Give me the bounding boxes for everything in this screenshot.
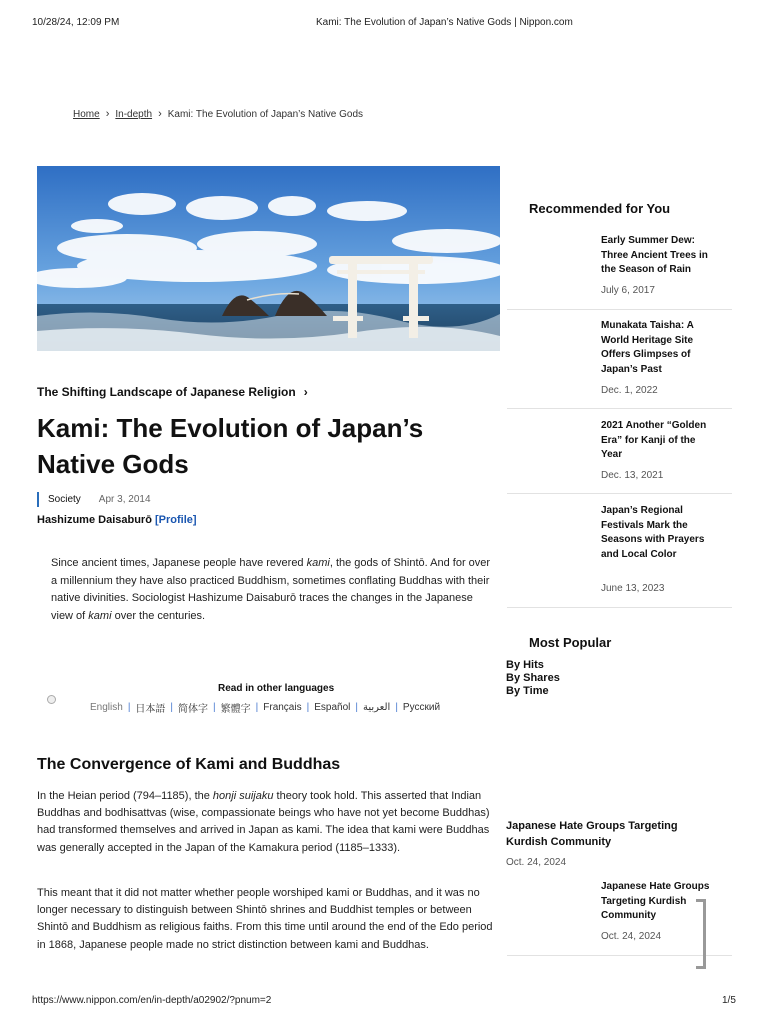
recommended-item[interactable] [507, 226, 732, 310]
article-meta [37, 492, 151, 507]
scroll-handle[interactable] [696, 899, 706, 969]
popular-tabs [506, 659, 560, 698]
category-link[interactable]: Society [48, 494, 81, 505]
series-title: The Shifting Landscape of Japanese Religion [37, 385, 296, 399]
recommended-item-date: Dec. 1, 2022 [601, 385, 658, 396]
languages-title: Read in other languages [218, 683, 335, 694]
recommended-item-title[interactable]: Munakata Taisha: A World Heritage Site Offers Glimpses of Japan’s Past [601, 320, 694, 376]
body-paragraph-2: This meant that it did not matter whether people worshiped kami or Buddhas, and it was no longer necessary to distinguish between Shintō shrines and Buddhist temples or between Shintō and Buddhism as religious faiths. From this time until around the end of the Edo period in 1868, Japanese people made no strict distinction between kami and Buddhas. [37, 887, 493, 951]
popular-lead-title[interactable]: Japanese Hate Groups Targeting Kurdish Community [506, 820, 678, 848]
profile-link[interactable]: [Profile] [154, 514, 197, 526]
lang-japanese[interactable]: 日本語 [135, 704, 166, 715]
recommended-item-title[interactable]: Early Summer Dew: Three Ancient Trees in the Season of Rain [601, 235, 708, 276]
breadcrumb-home[interactable]: Home [73, 108, 100, 120]
article-title: Kami: The Evolution of Japan’s Native Gods [37, 413, 424, 479]
print-page-number: 1/5 [722, 995, 736, 1006]
series-link[interactable] [37, 385, 308, 399]
print-page-title: Kami: The Evolution of Japan’s Native Gods | Nippon.com [316, 17, 573, 28]
print-url: https://www.nippon.com/en/in-depth/a02902/?pnum=2 [32, 995, 272, 1006]
lang-spanish[interactable]: Español [314, 702, 351, 713]
tab-by-hits[interactable]: By Hits [506, 659, 544, 671]
recommended-item-date: June 13, 2023 [601, 583, 665, 594]
most-popular-title: Most Popular [529, 635, 612, 650]
recommended-item-date: July 6, 2017 [601, 285, 655, 296]
article-lead: Since ancient times, Japanese people have revered kami, the gods of Shintō. And for over a millennium they have also practiced Buddhism, sometimes conflating Buddhas with their native divinities. Sociologist Hashizume Daisaburō traces the changes in the Japanese view of kami over the centuries. [51, 557, 491, 622]
hero-image [37, 166, 500, 351]
recommended-item-title[interactable]: Japan’s Regional Festivals Mark the Seasons with Prayers and Local Color [601, 505, 705, 561]
lang-french[interactable]: Français [263, 702, 302, 713]
publish-date: Apr 3, 2014 [98, 494, 151, 505]
recommended-item[interactable] [507, 409, 732, 494]
language-toggle[interactable] [47, 695, 56, 704]
lang-arabic[interactable]: العربية [362, 702, 391, 713]
tab-by-time[interactable]: By Time [506, 685, 549, 697]
popular-lead-date: Oct. 24, 2024 [506, 857, 567, 868]
recommended-title: Recommended for You [529, 201, 671, 216]
chevron-right-icon: › [158, 108, 162, 120]
chevron-right-icon: › [105, 108, 110, 120]
tab-by-shares[interactable]: By Shares [506, 672, 560, 684]
lang-russian[interactable]: Русский [402, 702, 441, 713]
section-heading: The Convergence of Kami and Buddhas [37, 756, 341, 773]
recommended-item[interactable] [507, 494, 732, 608]
breadcrumb-in-depth[interactable]: In-depth [115, 108, 153, 120]
body-paragraph-1: In the Heian period (794–1185), the honji suijaku theory took hold. This asserted that Indian Buddhas and bodhisattvas (wise, compassionate beings who have not yet become Buddhas) had transformed themselves and arrived in Japan as kami. The idea that kami were Buddhas was generally accepted in the Japan of the Kamakura period (1185–1333). [37, 790, 490, 854]
popular-item-title[interactable]: Japanese Hate Groups Targeting Kurdish Community [601, 881, 710, 921]
lang-english[interactable]: English [90, 702, 123, 713]
recommended-item-title[interactable]: 2021 Another “Golden Era” for Kanji of the Year [601, 420, 707, 461]
breadcrumb [73, 108, 363, 120]
author-name: Hashizume Daisaburō [37, 514, 152, 526]
recommended-item[interactable] [507, 310, 732, 409]
language-list: English | 日本語 | 简体字 | 繁體字 | Français | Español | العربية | Русский [90, 702, 441, 715]
breadcrumb-current: Kami: The Evolution of Japan’s Native Gods [167, 108, 364, 120]
chevron-right-icon: › [303, 385, 308, 399]
recommended-item-date: Dec. 13, 2021 [601, 470, 664, 481]
lang-traditional-chinese[interactable]: 繁體字 [220, 704, 251, 715]
popular-item-date: Oct. 24, 2024 [601, 931, 662, 942]
lang-simplified-chinese[interactable]: 简体字 [178, 704, 209, 715]
author-line [37, 514, 197, 526]
print-datetime: 10/28/24, 12:09 PM [32, 17, 120, 28]
